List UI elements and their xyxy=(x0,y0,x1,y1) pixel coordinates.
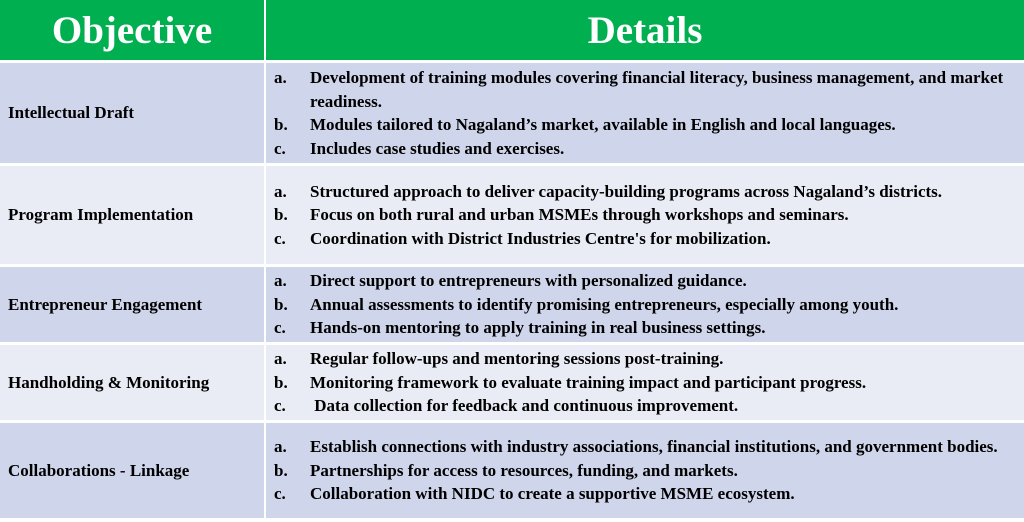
details-list xyxy=(266,180,1024,251)
list-marker: c. xyxy=(274,396,286,416)
list-marker: a. xyxy=(274,437,287,457)
list-text: Hands-on mentoring to apply training in real business settings. xyxy=(310,318,766,338)
list-marker: c. xyxy=(274,138,286,158)
list-text: Modules tailored to Nagaland’s market, available in English and local languages. xyxy=(310,115,896,134)
list-marker: b. xyxy=(274,205,288,225)
list-text: Partnerships for access to resources, funding, and markets. xyxy=(310,460,738,480)
list-text: Development of training modules covering financial literacy, business management, and market readiness. xyxy=(310,68,1004,111)
details-cell xyxy=(265,344,1024,422)
list-item xyxy=(266,316,1014,340)
details-cell xyxy=(265,422,1024,520)
list-text: Establish connections with industry associations, financial institutions, and government bodies. xyxy=(310,437,998,457)
list-item xyxy=(266,394,1014,418)
list-text: Annual assessments to identify promising entrepreneurs, especially among youth. xyxy=(310,294,899,314)
details-list xyxy=(266,435,1024,506)
list-item xyxy=(266,203,1014,227)
list-item xyxy=(266,137,1014,161)
table-header-row xyxy=(0,0,1024,62)
list-text: Monitoring framework to evaluate training impact and participant progress. xyxy=(310,372,867,392)
list-text: Direct support to entrepreneurs with personalized guidance. xyxy=(310,271,747,291)
list-marker: c. xyxy=(274,318,286,338)
list-text: Focus on both rural and urban MSMEs through workshops and seminars. xyxy=(310,205,849,225)
objective-cell: Collaborations - Linkage xyxy=(0,422,265,520)
list-item xyxy=(266,459,1014,483)
list-text: Collaboration with NIDC to create a supportive MSME ecosystem. xyxy=(310,484,795,504)
details-list xyxy=(266,66,1024,160)
details-cell xyxy=(265,266,1024,344)
table-row-collaborations-linkage xyxy=(0,422,1024,520)
list-marker: b. xyxy=(274,460,288,480)
list-item xyxy=(266,66,1014,113)
list-item xyxy=(266,269,1014,293)
list-marker: b. xyxy=(274,115,288,134)
details-cell xyxy=(265,62,1024,165)
details-list xyxy=(266,347,1024,418)
list-item xyxy=(266,482,1014,506)
list-marker: a. xyxy=(274,349,287,369)
list-marker: a. xyxy=(274,181,287,201)
header-details: Details xyxy=(265,0,1024,62)
objective-cell: Handholding & Monitoring xyxy=(0,344,265,422)
list-marker: c. xyxy=(274,228,286,248)
table-row-handholding-monitoring xyxy=(0,344,1024,422)
list-marker: a. xyxy=(274,271,287,291)
list-item xyxy=(266,293,1014,317)
objective-cell: Program Implementation xyxy=(0,165,265,266)
list-text: Coordination with District Industries Centre's for mobilization. xyxy=(310,228,771,248)
table-row-program-implementation xyxy=(0,165,1024,266)
list-item xyxy=(266,180,1014,204)
list-text: Regular follow-ups and mentoring sessions post-training. xyxy=(310,349,724,369)
list-item xyxy=(266,113,1014,137)
list-marker: c. xyxy=(274,484,286,504)
list-item xyxy=(266,435,1014,459)
list-item xyxy=(266,227,1014,251)
list-text: Includes case studies and exercises. xyxy=(310,138,565,158)
objective-cell: Entrepreneur Engagement xyxy=(0,266,265,344)
list-item xyxy=(266,347,1014,371)
list-marker: b. xyxy=(274,294,288,314)
details-list xyxy=(266,269,1024,340)
header-objective: Objective xyxy=(0,0,265,62)
list-item xyxy=(266,371,1014,395)
table-row-entrepreneur-engagement xyxy=(0,266,1024,344)
details-cell xyxy=(265,165,1024,266)
list-marker: a. xyxy=(274,68,287,87)
list-text: Data collection for feedback and continuous improvement. xyxy=(310,396,739,416)
objective-cell: Intellectual Draft xyxy=(0,62,265,165)
table-row-intellectual-draft xyxy=(0,62,1024,165)
list-text: Structured approach to deliver capacity-building programs across Nagaland’s districts. xyxy=(310,181,943,201)
list-marker: b. xyxy=(274,372,288,392)
